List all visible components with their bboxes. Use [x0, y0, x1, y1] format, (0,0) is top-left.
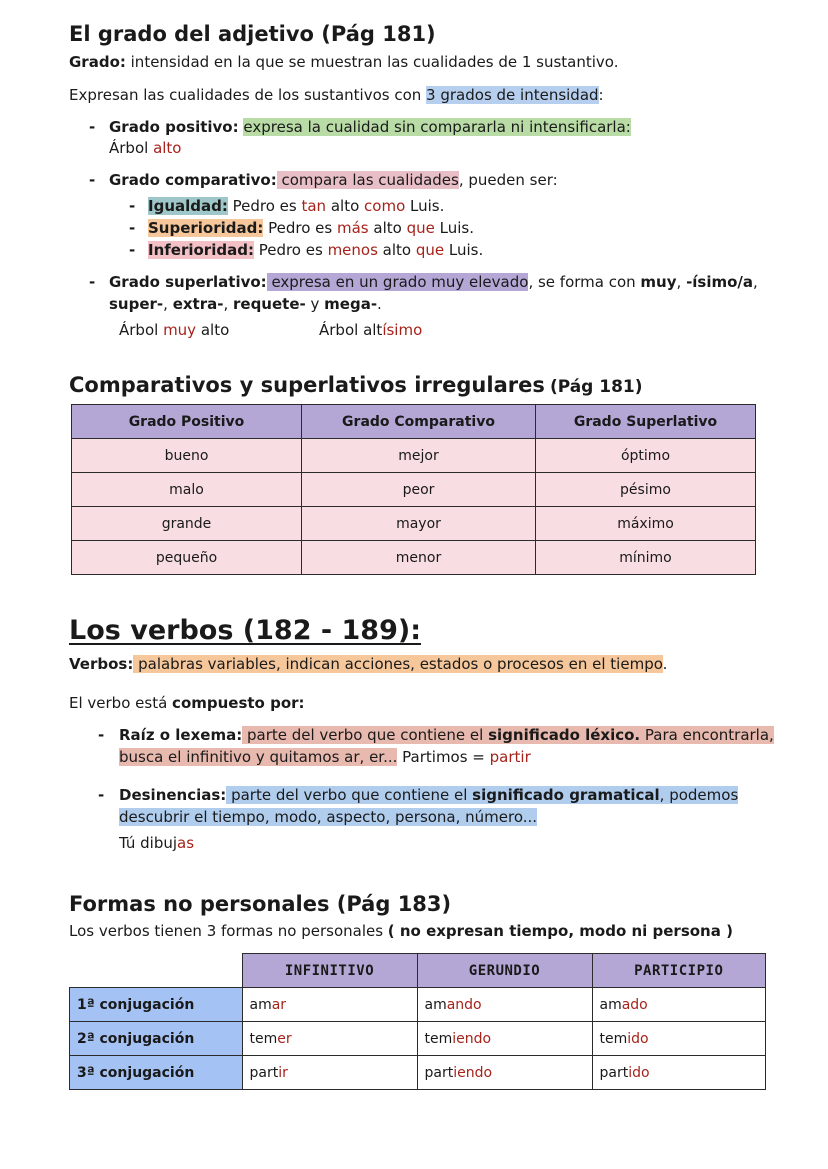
root: part: [249, 1064, 279, 1081]
section-title-formas-no-personales: Formas no personales (Pág 183): [69, 892, 452, 916]
table-cell: [242, 1056, 417, 1090]
list-dash: -: [89, 118, 96, 136]
header-participio: PARTICIPIO: [592, 954, 766, 988]
table-cell: mayor: [302, 507, 536, 541]
ending: ar: [271, 996, 287, 1013]
example-red: as: [177, 834, 195, 852]
superioridad-red1: más: [337, 219, 369, 237]
raiz-highlight-bold: significado léxico.: [488, 726, 641, 744]
positivo-example: [109, 138, 181, 158]
sep: y: [305, 295, 325, 313]
verbos-highlight: palabras variables, indican acciones, estados o procesos en el tiempo: [133, 655, 663, 673]
header-grado-superlativo: Grado Superlativo: [536, 405, 756, 439]
ending: ando: [446, 996, 482, 1013]
positivo-highlight: expresa la cualidad sin compararla ni intensificarla:: [243, 118, 631, 136]
example-text: alto: [196, 321, 230, 339]
desinencias-label: Desinencias:: [119, 786, 227, 804]
table-row: [72, 541, 756, 575]
igualdad-post: Luis.: [405, 197, 445, 215]
table-cell: [417, 1022, 592, 1056]
prefix-super: super-: [109, 295, 164, 313]
ending: iendo: [452, 1030, 492, 1047]
example-red: alto: [153, 139, 182, 157]
superlativo-line2: [109, 294, 382, 314]
table-row: [72, 473, 756, 507]
table-cell: [592, 988, 766, 1022]
example-text: Tú dibuj: [119, 834, 178, 852]
table-cell: bueno: [72, 439, 302, 473]
table-cell: [417, 1056, 592, 1090]
superlativo-post: , se forma con: [528, 273, 641, 291]
list-dash: -: [89, 171, 96, 189]
list-item-raiz: [98, 725, 774, 745]
sublist-item-inferioridad: [129, 240, 483, 260]
table-cell: [417, 988, 592, 1022]
comparativo-post: , pueden ser:: [458, 171, 558, 189]
formas-intro-bold: ( no expresan tiempo, modo ni persona ): [387, 922, 733, 940]
list-dash: -: [129, 219, 136, 237]
example-red: ísimo: [382, 321, 423, 339]
list-dash: -: [98, 726, 105, 744]
desinencias-highlight: descubrir el tiempo, modo, aspecto, persona, número...: [119, 808, 538, 826]
root: part: [599, 1064, 629, 1081]
table-cell: [242, 988, 417, 1022]
sublist-item-igualdad: [129, 196, 444, 216]
inferioridad-red1: menos: [327, 241, 378, 259]
root: tem: [424, 1030, 453, 1047]
list-item-grado-superlativo: [89, 272, 758, 292]
inferioridad-mid: alto: [377, 241, 416, 259]
superlativo-example-2: [319, 320, 422, 340]
table-cell: máximo: [536, 507, 756, 541]
section-title-verbos: Los verbos (182 - 189):: [69, 615, 422, 646]
grado-definition-text: intensidad en la que se muestran las cualidades de 1 sustantivo.: [125, 53, 619, 71]
prefix-extra: extra-: [172, 295, 224, 313]
table-cell: [242, 1022, 417, 1056]
comparativo-label: Grado comparativo:: [109, 171, 277, 189]
table-cell: pésimo: [536, 473, 756, 507]
comparativo-highlight: compara las cualidades: [276, 171, 459, 189]
section-title-grado-adjetivo: El grado del adjetivo (Pág 181): [69, 22, 436, 46]
row-header: 1ª conjugación: [70, 988, 243, 1022]
superioridad-label: Superioridad:: [148, 219, 264, 237]
sep: ,: [753, 273, 758, 291]
positivo-label: Grado positivo:: [109, 118, 239, 136]
irregulares-table: [71, 404, 756, 575]
formas-table: [69, 953, 766, 1090]
table-header-row: [72, 405, 756, 439]
header-grado-positivo: Grado Positivo: [72, 405, 302, 439]
superioridad-post: Luis.: [434, 219, 474, 237]
verbos-label: Verbos:: [69, 655, 134, 673]
raiz-highlight: parte del verbo que contiene el: [242, 726, 489, 744]
raiz-example-red: partir: [489, 748, 531, 766]
intro-text: Expresan las cualidades de los sustantivos con: [69, 86, 427, 104]
verbos-definition: [69, 654, 667, 674]
desinencias-highlight: , podemos: [659, 786, 739, 804]
table-row: [70, 1056, 766, 1090]
table-cell: mejor: [302, 439, 536, 473]
superioridad-text: Pedro es: [263, 219, 337, 237]
inferioridad-label: Inferioridad:: [148, 241, 254, 259]
sep: .: [377, 295, 382, 313]
example-text: Árbol alt: [319, 321, 383, 339]
ending: er: [277, 1030, 292, 1047]
example-text: Árbol: [109, 139, 154, 157]
table-cell: mínimo: [536, 541, 756, 575]
root: am: [424, 996, 447, 1013]
ending: ir: [278, 1064, 288, 1081]
row-header: 2ª conjugación: [70, 1022, 243, 1056]
table-header-row: [70, 954, 766, 988]
superlativo-label: Grado superlativo:: [109, 273, 267, 291]
raiz-highlight: busca el infinitivo y quitamos ar, er...: [119, 748, 398, 766]
raiz-line2: [119, 747, 531, 767]
desinencias-highlight-bold: significado gramatical: [472, 786, 660, 804]
verbo-compuesto: [69, 693, 305, 713]
list-dash: -: [98, 786, 105, 804]
table-cell: óptimo: [536, 439, 756, 473]
raiz-example: Partimos =: [397, 748, 490, 766]
inferioridad-red2: que: [415, 241, 445, 259]
desinencias-example: [119, 833, 194, 853]
ending: ado: [621, 996, 648, 1013]
sublist-item-superioridad: [129, 218, 474, 238]
table-cell: pequeño: [72, 541, 302, 575]
superlativo-example-1: [119, 320, 229, 340]
list-dash: -: [129, 197, 136, 215]
prefix-muy: muy: [640, 273, 677, 291]
table-cell: grande: [72, 507, 302, 541]
list-dash: -: [89, 273, 96, 291]
irregulares-title: Comparativos y superlativos irregulares: [69, 373, 545, 397]
header-infinitivo: INFINITIVO: [242, 954, 417, 988]
section-title-irregulares: [69, 373, 643, 397]
prefix-mega: mega-: [324, 295, 378, 313]
grado-label: Grado:: [69, 53, 126, 71]
sep: ,: [676, 273, 687, 291]
desinencias-line2: [119, 807, 537, 827]
root: am: [249, 996, 272, 1013]
compuesto-bold: compuesto por:: [172, 694, 305, 712]
table-cell: malo: [72, 473, 302, 507]
compuesto-text: El verbo está: [69, 694, 173, 712]
root: tem: [249, 1030, 278, 1047]
root: tem: [599, 1030, 628, 1047]
table-cell: [592, 1056, 766, 1090]
intro-colon: :: [598, 86, 604, 104]
table-cell: peor: [302, 473, 536, 507]
ending: ido: [627, 1030, 649, 1047]
igualdad-text: Pedro es: [227, 197, 302, 215]
grados-intro: [69, 85, 604, 105]
suffix-isimo: -ísimo/a: [686, 273, 754, 291]
table-cell: menor: [302, 541, 536, 575]
table-row: [72, 439, 756, 473]
raiz-label: Raíz o lexema:: [119, 726, 243, 744]
list-dash: -: [129, 241, 136, 259]
sep: ,: [223, 295, 233, 313]
list-item-grado-comparativo: [89, 170, 558, 190]
sep: ,: [163, 295, 173, 313]
igualdad-mid: alto: [326, 197, 365, 215]
header-gerundio: GERUNDIO: [417, 954, 592, 988]
desinencias-highlight: parte del verbo que contiene el: [226, 786, 473, 804]
table-cell: [592, 1022, 766, 1056]
header-grado-comparativo: Grado Comparativo: [302, 405, 536, 439]
table-row: [70, 1022, 766, 1056]
igualdad-red1: tan: [301, 197, 327, 215]
igualdad-label: Igualdad:: [148, 197, 228, 215]
table-row: [70, 988, 766, 1022]
example-red: muy: [163, 321, 197, 339]
list-item-grado-positivo: [89, 117, 631, 137]
superioridad-mid: alto: [368, 219, 407, 237]
intro-highlight: 3 grados de intensidad: [426, 86, 599, 104]
list-item-desinencias: [98, 785, 738, 805]
prefix-requete: requete-: [233, 295, 306, 313]
inferioridad-post: Luis.: [444, 241, 484, 259]
grado-definition: [69, 52, 619, 72]
formas-intro-text: Los verbos tienen 3 formas no personales: [69, 922, 388, 940]
formas-intro: [69, 921, 733, 941]
raiz-highlight: Para encontrarla,: [640, 726, 774, 744]
superlativo-highlight: expresa en un grado muy elevado: [266, 273, 529, 291]
igualdad-red2: como: [364, 197, 406, 215]
verbos-post: .: [662, 655, 668, 673]
ending: ido: [628, 1064, 650, 1081]
irregulares-page-ref: (Pág 181): [549, 377, 643, 397]
example-text: Árbol: [119, 321, 164, 339]
superioridad-red2: que: [406, 219, 435, 237]
row-header: 3ª conjugación: [70, 1056, 243, 1090]
root: part: [424, 1064, 454, 1081]
empty-header: [70, 954, 243, 988]
inferioridad-text: Pedro es: [253, 241, 328, 259]
ending: iendo: [453, 1064, 493, 1081]
table-row: [72, 507, 756, 541]
root: am: [599, 996, 622, 1013]
